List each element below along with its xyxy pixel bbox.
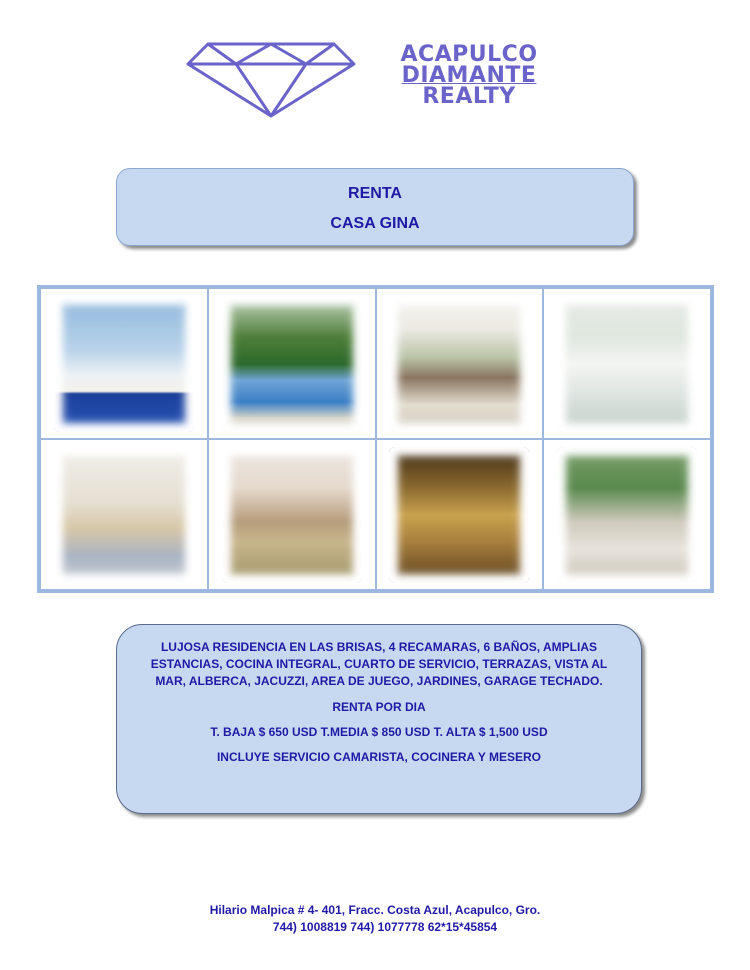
living-room-photo[interactable] — [557, 296, 697, 432]
property-description: LUJOSA RESIDENCIA EN LAS BRISAS, 4 RECAMARAS, 6 BAÑOS, AMPLIAS ESTANCIAS, COCINA INTEGRAL, CUARTO DE SERVICIO, TERRAZAS, VISTA AL MAR, ALBERCA, JACUZZI, AREA DE JUEGO, JARDINES, GARAGE TECHADO. — [150, 640, 608, 688]
bedroom-night-photo[interactable] — [389, 447, 529, 583]
photo-gallery — [37, 285, 714, 593]
dining-room-photo[interactable] — [389, 296, 529, 432]
logo-line-diamante: DIAMANTE — [401, 63, 537, 88]
gallery-cell — [208, 439, 376, 590]
diamond-icon — [186, 40, 356, 120]
logo-line-realty: REALTY — [422, 84, 516, 109]
included-services: INCLUYE SERVICIO CAMARISTA, COCINERA Y MESERO — [216, 750, 542, 764]
master-bedroom-photo[interactable] — [222, 447, 362, 583]
description-box — [116, 624, 642, 814]
title-renta: RENTA — [348, 185, 402, 202]
footer — [0, 902, 750, 936]
pool-view-photo[interactable] — [54, 296, 194, 432]
gallery-cell — [208, 288, 376, 439]
twin-bedroom-photo[interactable] — [54, 447, 194, 583]
terrace-photo[interactable] — [557, 447, 697, 583]
gallery-cell — [543, 288, 711, 439]
rent-per-day-label: RENTA POR DIA — [332, 700, 426, 714]
title-box — [116, 168, 634, 246]
gallery-cell — [40, 288, 208, 439]
company-logo — [186, 40, 576, 120]
footer-phones: 744) 1008819 744) 1077778 62*15*45854 — [272, 920, 498, 934]
season-prices: T. BAJA $ 650 USD T.MEDIA $ 850 USD T. ALTA $ 1,500 USD — [210, 725, 548, 739]
gallery-cell — [376, 288, 544, 439]
gallery-cell — [40, 439, 208, 590]
title-property-name: CASA GINA — [330, 215, 420, 232]
logo-line-acapulco: ACAPULCO — [400, 42, 538, 67]
gallery-cell — [376, 439, 544, 590]
gallery-cell — [543, 439, 711, 590]
garden-pool-photo[interactable] — [222, 296, 362, 432]
footer-address: Hilario Malpica # 4- 401, Fracc. Costa Azul, Acapulco, Gro. — [209, 903, 541, 917]
